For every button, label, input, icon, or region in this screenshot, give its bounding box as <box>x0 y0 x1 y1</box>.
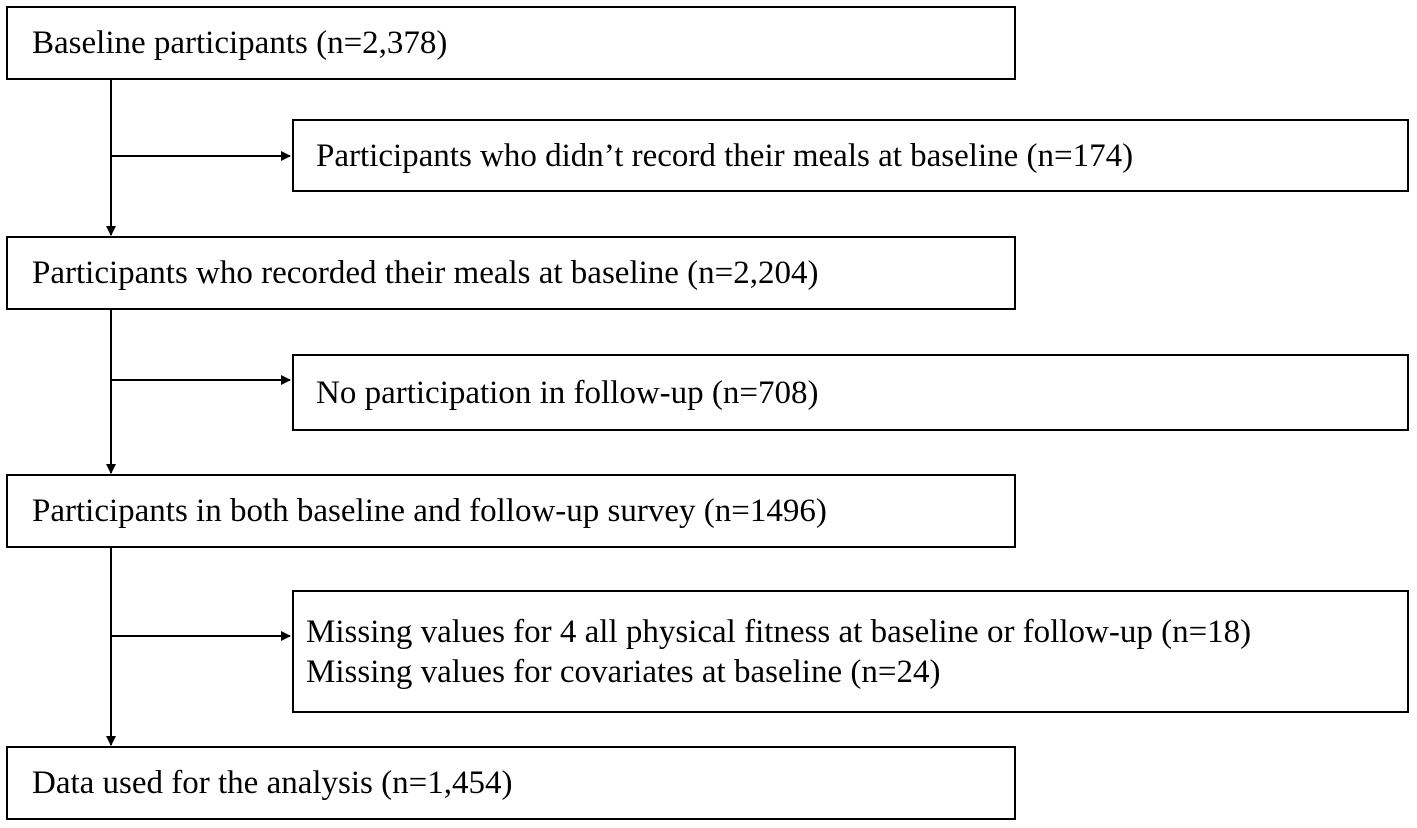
step-both-surveys <box>6 474 1016 548</box>
step-recorded-meals <box>6 236 1016 310</box>
step-label: Participants who recorded their meals at baseline (n=2,204) <box>32 255 819 291</box>
step-label: Data used for the analysis (n=1,454) <box>32 765 513 801</box>
exclusion-label: Participants who didn’t record their meals at baseline (n=174) <box>316 137 1134 174</box>
exclusion-missing-values <box>292 590 1409 713</box>
step-data-used-for-analysis <box>6 746 1016 820</box>
exclusion-label-fitness: Missing values for 4 all physical fitness at baseline or follow-up (n=18) <box>306 613 1252 650</box>
exclusion-label: No participation in follow-up (n=708) <box>316 374 819 411</box>
exclusion-label-covariates: Missing values for covariates at baseline (n=24) <box>306 653 941 690</box>
step-label: Participants in both baseline and follow-up survey (n=1496) <box>32 493 827 529</box>
exclusion-no-meal-record <box>292 119 1409 192</box>
exclusion-no-follow-up <box>292 354 1409 431</box>
step-baseline-participants <box>6 6 1016 80</box>
step-label: Baseline participants (n=2,378) <box>32 25 448 61</box>
